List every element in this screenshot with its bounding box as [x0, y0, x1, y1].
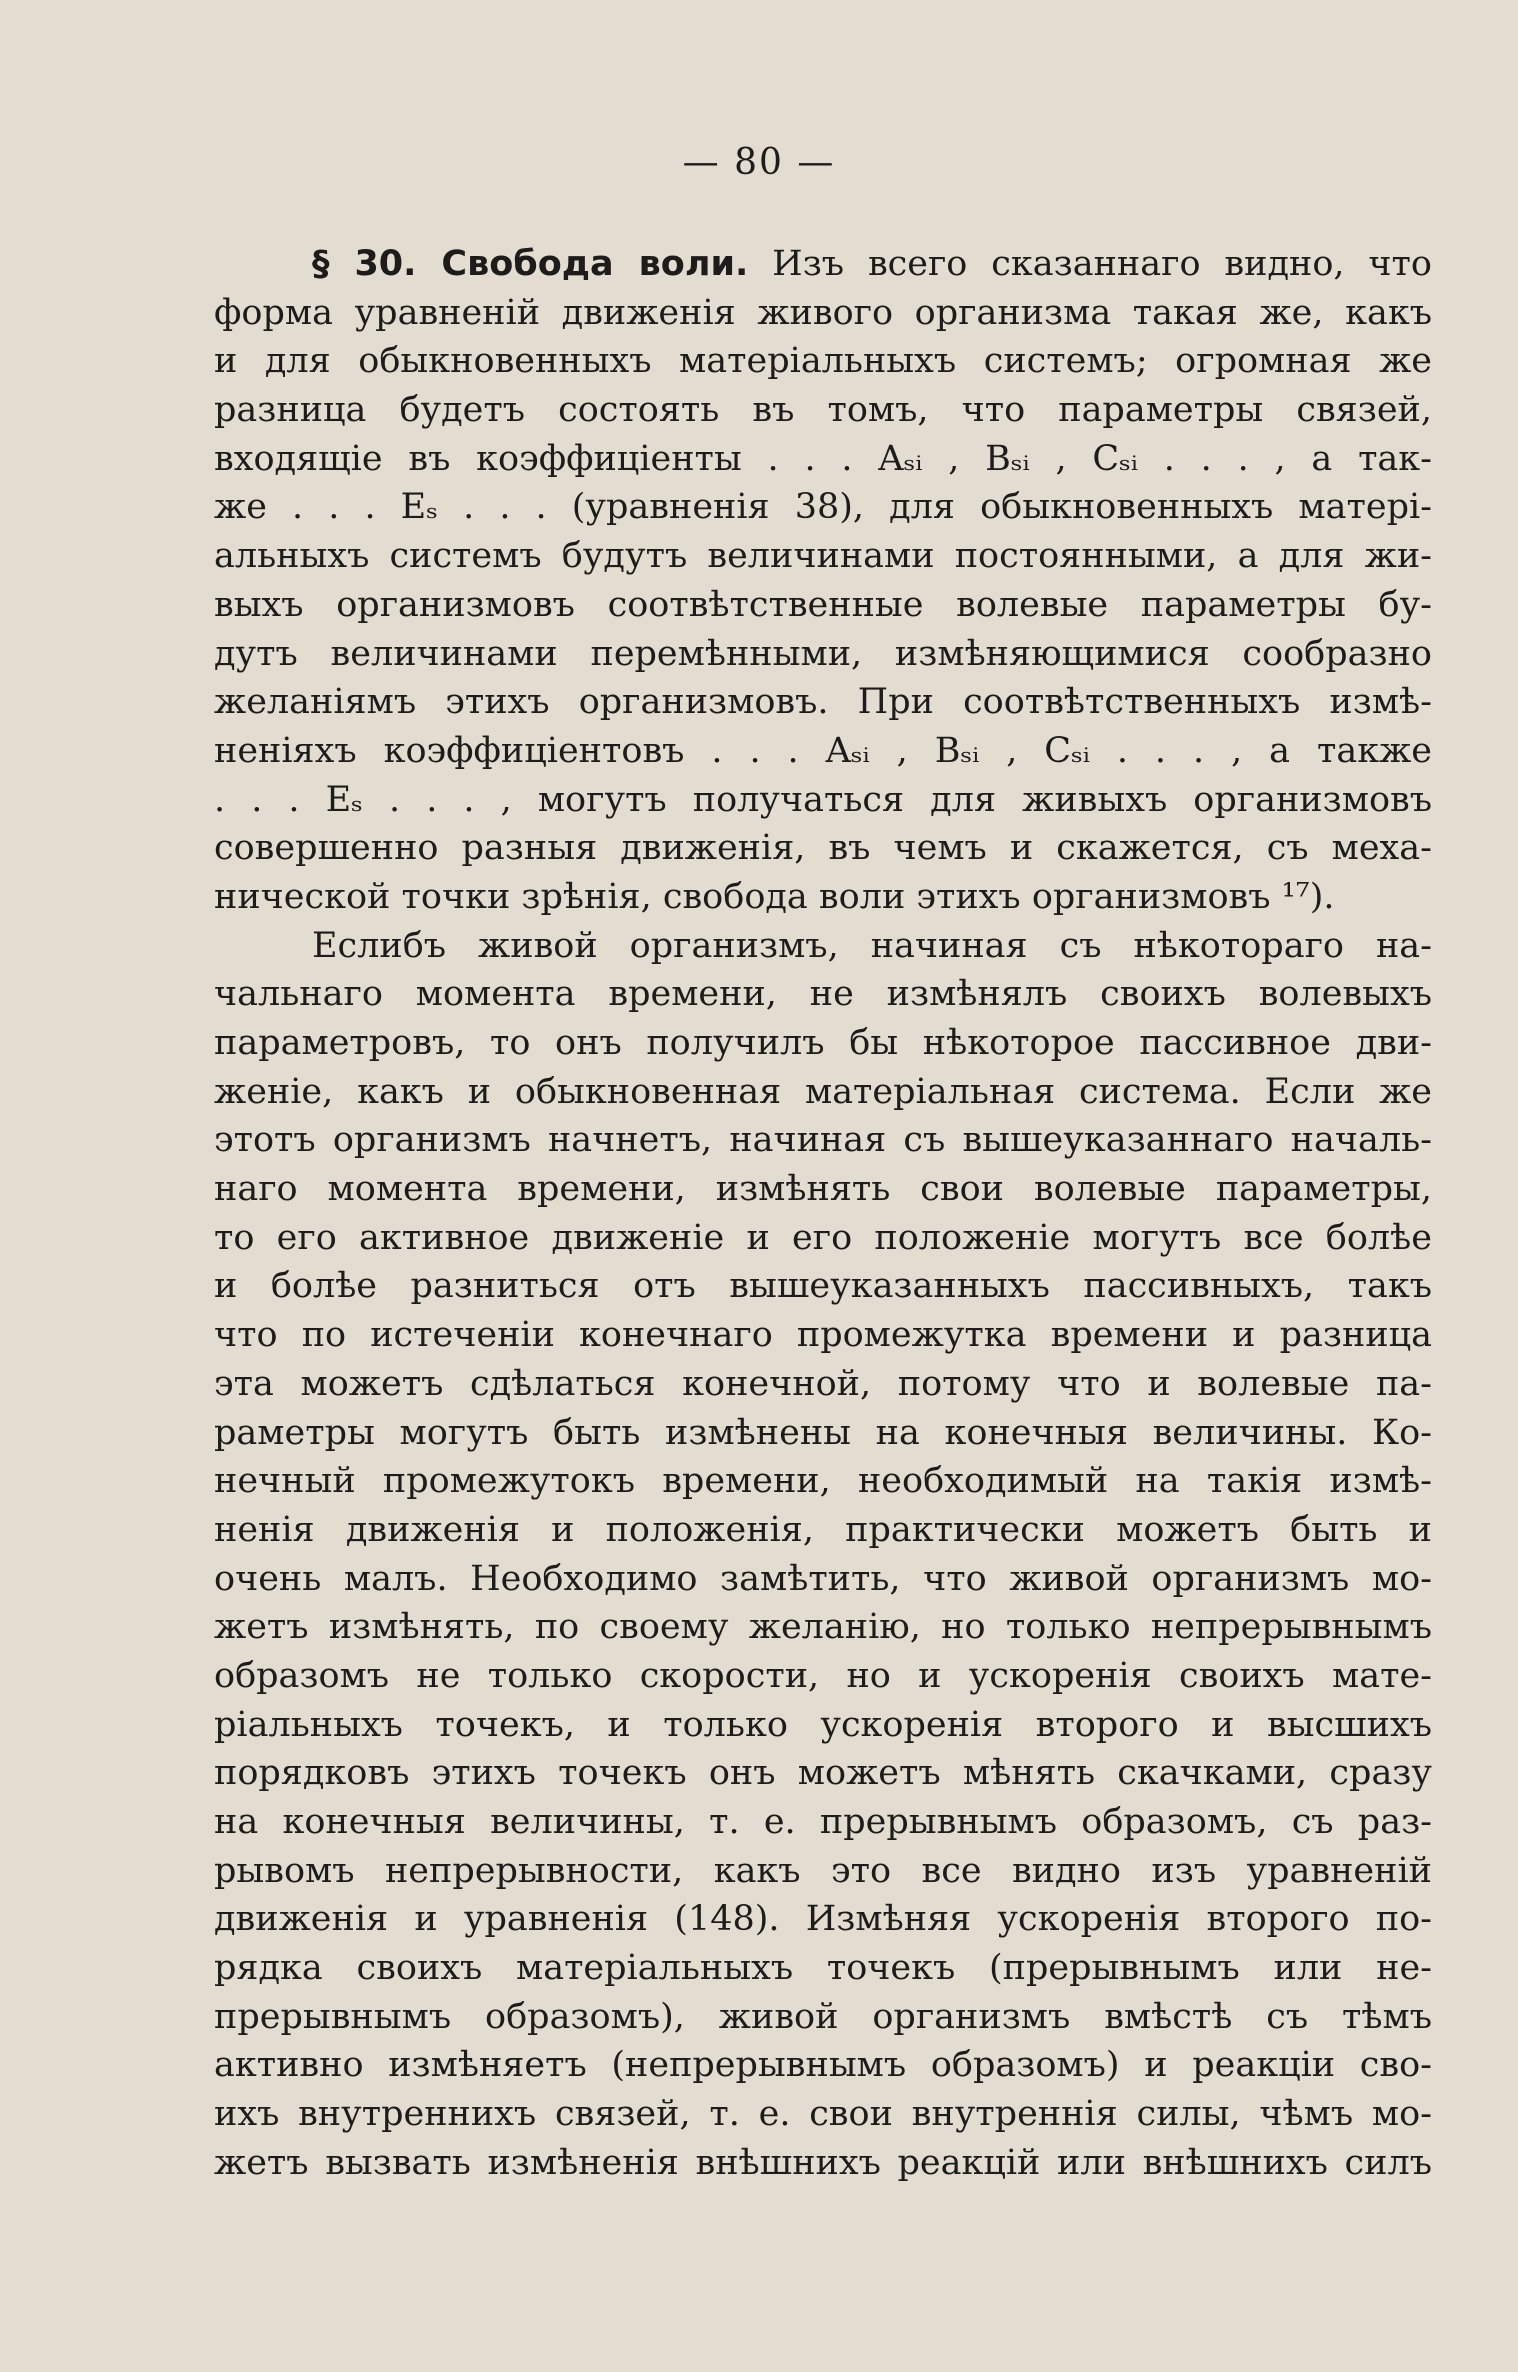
text-line: раметры могутъ быть измѣнены на конечныя величины. Ко- — [214, 1412, 1432, 1453]
text-line: разница будетъ состоять въ томъ, что параметры связей, — [214, 390, 1432, 431]
text-line: ріальныхъ точекъ, и только ускоренія второго и высшихъ — [214, 1704, 1432, 1745]
text-line: дутъ величинами перемѣнными, измѣняющимися сообразно — [214, 633, 1432, 674]
text-line: очень малъ. Необходимо замѣтить, что живой организмъ мо- — [214, 1558, 1432, 1599]
text-line: жетъ измѣнять, по своему желанію, но только непрерывнымъ — [214, 1607, 1432, 1648]
text-line: входящіе въ коэффиціенты . . . Aₛᵢ , Bₛᵢ , Cₛᵢ . . . , а так- — [214, 438, 1432, 479]
paragraph-2 — [214, 922, 1432, 2188]
text-line: и болѣе разниться отъ вышеуказанныхъ пассивныхъ, такъ — [214, 1266, 1432, 1307]
text-line: на конечныя величины, т. е. прерывнымъ образомъ, съ раз- — [214, 1802, 1432, 1842]
text-line: ихъ внутреннихъ связей, т. е. свои внутреннія силы, чѣмъ мо- — [214, 2094, 1432, 2135]
text-line: параметровъ, то онъ получилъ бы нѣкоторое пассивное дви- — [214, 1023, 1432, 1063]
text-line: этотъ организмъ начнетъ, начиная съ вышеуказаннаго началь- — [214, 1120, 1432, 1161]
text-line: наго момента времени, измѣнять свои волевые параметры, — [214, 1169, 1432, 1210]
text-line: то его активное движеніе и его положеніе могутъ все болѣе — [214, 1217, 1432, 1258]
text-line: рядка своихъ матеріальныхъ точекъ (прерывнымъ или не- — [214, 1948, 1432, 1989]
text-line: чальнаго момента времени, не измѣнялъ своихъ волевыхъ — [214, 974, 1432, 1015]
text-line: прерывнымъ образомъ), живой организмъ вмѣстѣ съ тѣмъ — [214, 1996, 1432, 2037]
text-line: активно измѣняетъ (непрерывнымъ образомъ) и реакціи сво- — [214, 2045, 1432, 2086]
text-line: неніяхъ коэффиціентовъ . . . Aₛᵢ , Bₛᵢ , Cₛᵢ . . . , а также — [214, 730, 1432, 771]
text-line: § 30. Свобода воли. Изъ всего сказаннаго видно, что — [312, 244, 1432, 284]
text-line: движенія и уравненія (148). Измѣняя ускоренія второго по- — [214, 1899, 1432, 1940]
text-line: же . . . Eₛ . . . (уравненія 38), для обыкновенныхъ матері- — [214, 487, 1432, 528]
text-line: что по истеченіи конечнаго промежутка времени и разница — [214, 1315, 1432, 1356]
text-line: порядковъ этихъ точекъ онъ можетъ мѣнять скачками, сразу — [214, 1753, 1432, 1794]
text-line: нической точки зрѣнія, свобода воли этихъ организмовъ ¹⁷). — [214, 876, 1335, 917]
text-line: нечный промежутокъ времени, необходимый на такія измѣ- — [214, 1461, 1432, 1502]
text-line: альныхъ системъ будутъ величинами постоянными, а для жи- — [214, 536, 1432, 577]
text-line: жетъ вызвать измѣненія внѣшнихъ реакцій или внѣшнихъ силъ — [214, 2142, 1432, 2183]
text-line: женіе, какъ и обыкновенная матеріальная система. Если же — [214, 1071, 1432, 1112]
page-number: — 80 — — [682, 142, 836, 183]
text-line: рывомъ непрерывности, какъ это все видно изъ уравненій — [214, 1850, 1432, 1891]
text-line: образомъ не только скорости, но и ускоренія своихъ мате- — [214, 1655, 1432, 1696]
text-line: желаніямъ этихъ организмовъ. При соотвѣтственныхъ измѣ- — [214, 682, 1432, 723]
text-line: ненія движенія и положенія, практически можетъ быть и — [214, 1509, 1432, 1550]
body-text — [214, 240, 1432, 2188]
section-heading: § 30. Свобода воли. — [312, 244, 749, 284]
text-line: эта можетъ сдѣлаться конечной, потому что и волевые па- — [214, 1363, 1432, 1404]
paragraph-1 — [214, 240, 1432, 922]
text-line: Еслибъ живой организмъ, начиная съ нѣкотораго на- — [312, 925, 1432, 966]
text-line: . . . Eₛ . . . , могутъ получаться для живыхъ организмовъ — [214, 779, 1432, 820]
text-line: и для обыкновенныхъ матеріальныхъ системъ; огромная же — [214, 341, 1432, 382]
text-line: выхъ организмовъ соотвѣтственные волевые параметры бу- — [214, 584, 1432, 625]
text-line: совершенно разныя движенія, въ чемъ и скажется, съ меха- — [214, 828, 1432, 869]
text-line: форма уравненій движенія живого организма такая же, какъ — [214, 292, 1432, 333]
